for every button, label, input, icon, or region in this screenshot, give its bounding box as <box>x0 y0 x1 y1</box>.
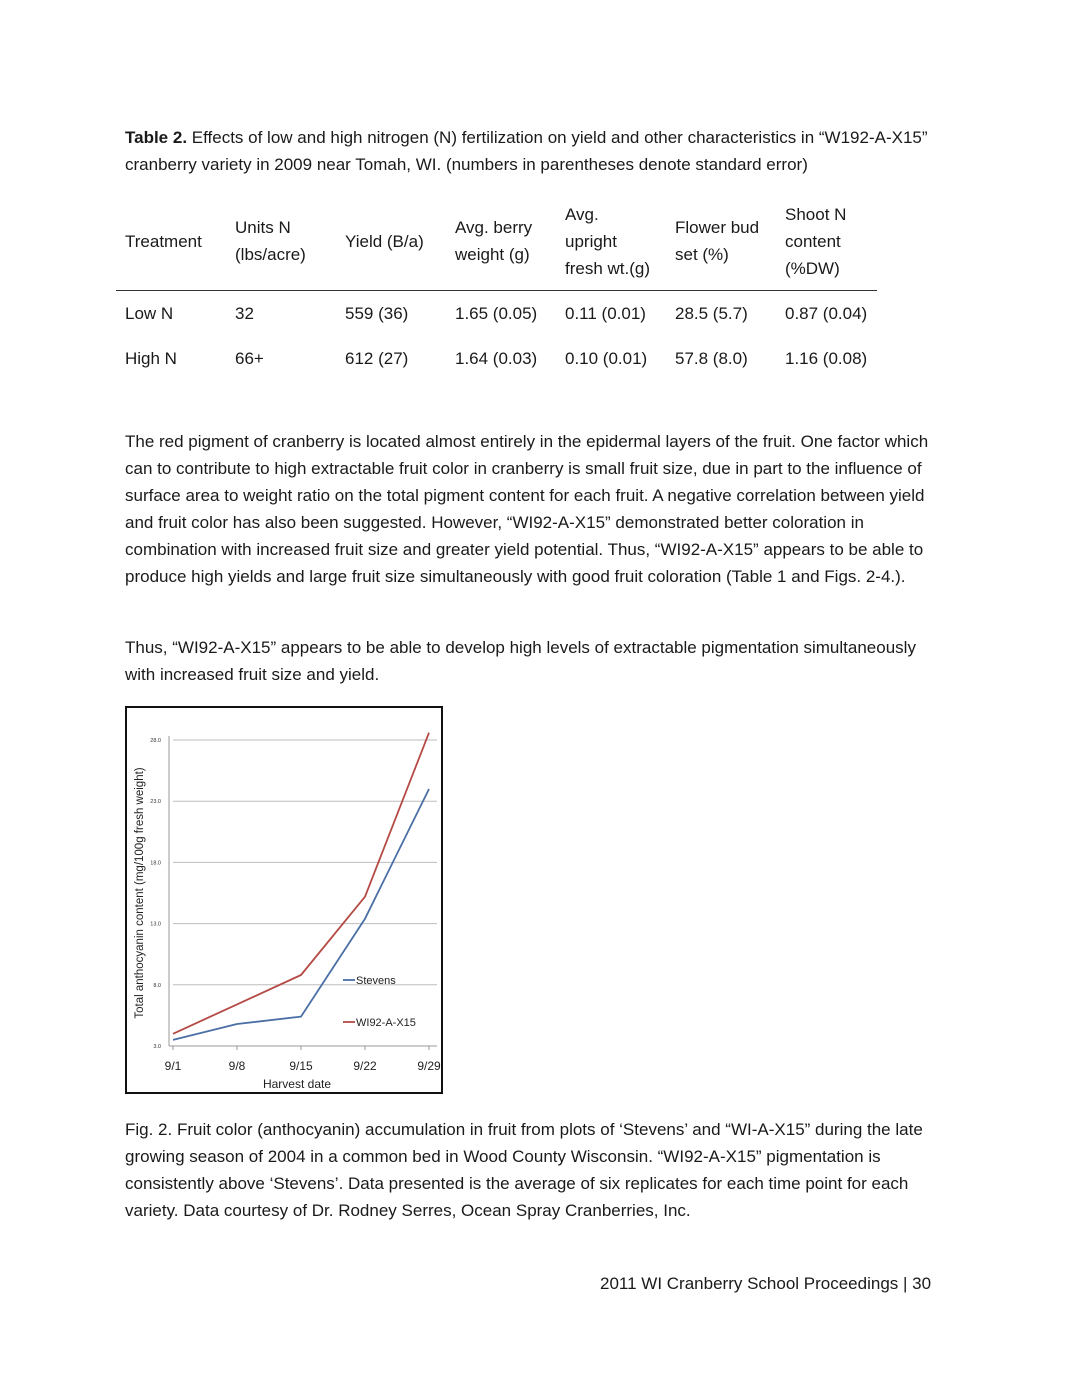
figure-caption: Fig. 2. Fruit color (anthocyanin) accumulation in fruit from plots of ‘Stevens’ and “WI-A-X15” during the late growing season of 2004 in a common bed in Wood County Wisconsin. “WI92-A-X15” pigmentation is consistently above ‘Stevens’. Data presented is the average of six replicates for each time point for each variety. Data courtesy of Dr. Rodney Serres, Ocean Spray Cranberries, Inc. <box>125 1120 923 1220</box>
header-yield: Yield (B/a) <box>336 192 446 291</box>
y-tick-label: 3.0 <box>153 1044 161 1050</box>
table-cell: 612 (27) <box>345 349 409 368</box>
header-upright-weight: Avg. upright fresh wt.(g) <box>556 192 666 291</box>
table-row <box>116 336 877 381</box>
table-header-row <box>116 192 877 291</box>
header-berry-weight: Avg. berry weight (g) <box>446 192 556 291</box>
x-axis-label: Harvest date <box>262 1077 332 1091</box>
table-cell: 32 <box>235 304 254 323</box>
table-cell: 1.16 (0.08) <box>785 349 868 368</box>
table-caption <box>125 124 940 178</box>
series-line-stevens <box>173 789 429 1040</box>
x-tick-label: 9/29 <box>417 1059 441 1073</box>
legend-label: Stevens <box>356 975 396 987</box>
y-tick-label: 18.0 <box>150 860 161 867</box>
y-tick-label: 8.0 <box>153 982 161 989</box>
y-tick-label: 23.0 <box>150 799 161 806</box>
x-tick-label: 9/8 <box>228 1059 246 1073</box>
x-tick-label: 9/1 <box>164 1059 182 1073</box>
table-cell: Low N <box>125 304 174 323</box>
chart-svg <box>127 708 441 1092</box>
table-cell: 57.8 (8.0) <box>675 349 748 368</box>
header-treatment: Treatment <box>116 192 226 291</box>
x-tick-label: 9/22 <box>353 1059 377 1073</box>
table-cell: 1.64 (0.03) <box>455 349 538 368</box>
table-cell: 1.65 (0.05) <box>455 304 538 323</box>
header-flower-bud: Flower bud set (%) <box>666 192 776 291</box>
table-cell: High N <box>125 349 177 368</box>
anthocyanin-chart <box>125 706 443 1094</box>
table-cell: 559 (36) <box>345 304 409 323</box>
table-caption-label: Table 2. <box>125 128 188 147</box>
x-tick-label: 9/15 <box>289 1059 313 1073</box>
table-cell: 66+ <box>235 349 264 368</box>
table-caption-text: Effects of low and high nitrogen (N) fertilization on yield and other characteristics in “W192-A-X15” cranberry variety in 2009 near Tomah, WI. (numbers in parentheses denote standard error) <box>125 128 928 174</box>
y-axis-label: Total anthocyanin content (mg/100g fresh weight) <box>134 767 146 1019</box>
y-tick-label: 28.0 <box>150 738 161 744</box>
legend-label: WI92-A-X15 <box>356 1017 416 1029</box>
body-paragraph: Thus, “WI92-A-X15” appears to be able to develop high levels of extractable pigmentation simultaneously with increased fruit size and yield. <box>125 638 916 684</box>
table-row <box>116 291 877 337</box>
table-cell: 0.87 (0.04) <box>785 304 868 323</box>
series-line-wi92-a-x15 <box>173 733 429 1034</box>
body-paragraph: The red pigment of cranberry is located almost entirely in the epidermal layers of the fruit. One factor which can to contribute to high extractable fruit color in cranberry is small fruit size, due in part to the influence of surface area to weight ratio on the total pigment content for each fruit. A negative correlation between yield and fruit color has also been suggested. However, “WI92-A-X15” demonstrated better coloration in combination with increased fruit size and greater yield potential. Thus, “WI92-A-X15” appears to be able to produce high yields and large fruit size simultaneously with good fruit coloration (Table 1 and Figs. 2-4.). <box>125 432 929 586</box>
table-cell: 28.5 (5.7) <box>675 304 748 323</box>
header-shoot-n: Shoot N content (%DW) <box>776 192 877 291</box>
page-footer: 2011 WI Cranberry School Proceedings | 30 <box>600 1274 932 1293</box>
y-tick-label: 13.0 <box>150 921 161 928</box>
header-units-n: Units N (lbs/acre) <box>226 192 336 291</box>
table-cell: 0.11 (0.01) <box>565 304 646 323</box>
nitrogen-table <box>116 192 877 381</box>
table-cell: 0.10 (0.01) <box>565 349 648 368</box>
